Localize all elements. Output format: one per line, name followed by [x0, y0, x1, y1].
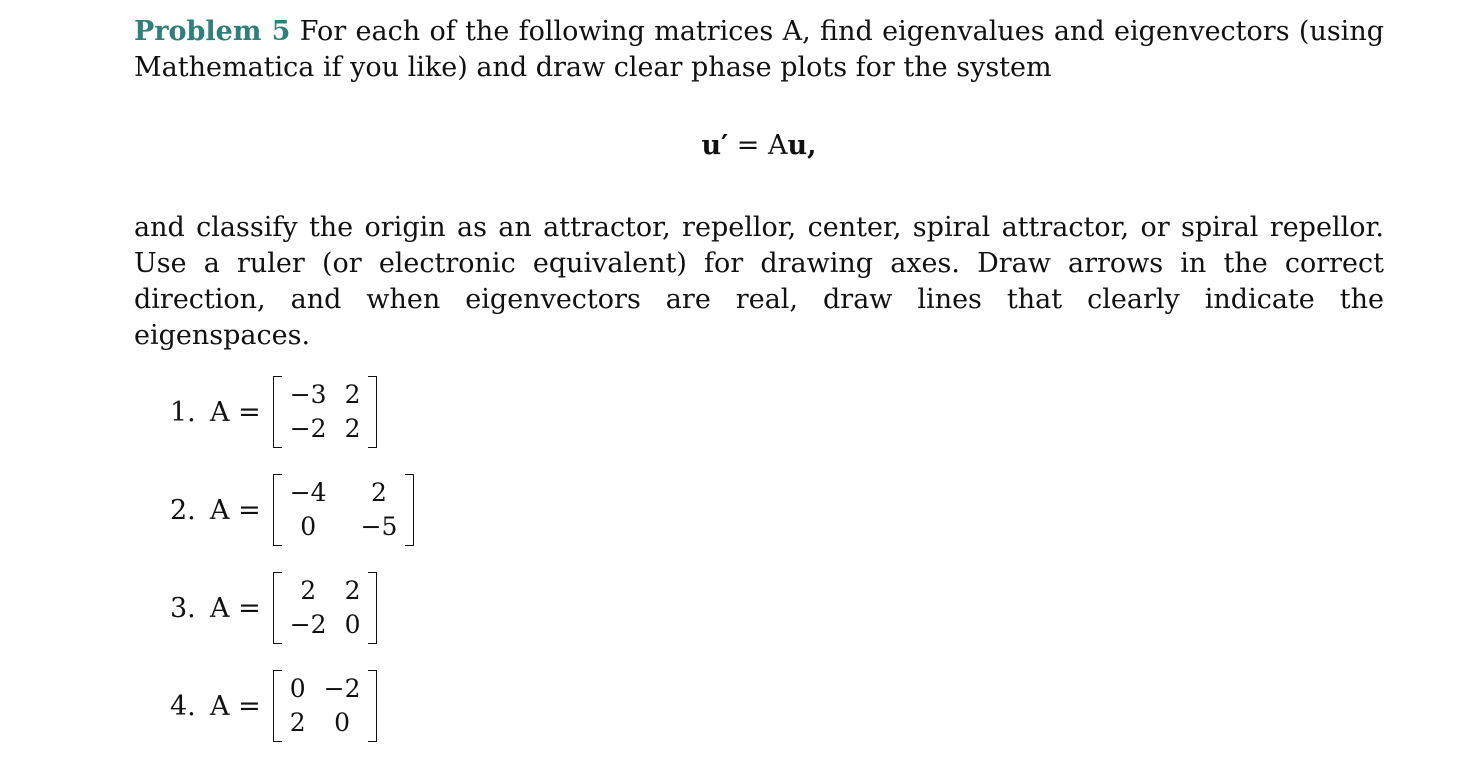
equation-lhs: u′ — [701, 130, 729, 161]
matrix-cell: 2 — [344, 576, 361, 605]
matrix-cell: −2 — [323, 674, 361, 703]
matrix-list — [134, 376, 1384, 742]
item-number: 1. — [170, 396, 196, 428]
equation-rhs: u, — [787, 130, 817, 161]
matrix-cell: 2 — [289, 708, 306, 737]
problem-page — [134, 14, 1384, 768]
item-label: A = — [210, 592, 261, 624]
matrix-item-3 — [170, 572, 1384, 644]
matrix-cell: 2 — [371, 478, 387, 507]
matrix-cell: −2 — [289, 610, 327, 639]
right-bracket — [368, 376, 377, 448]
matrix-cell: 0 — [334, 708, 350, 737]
matrix-cell: 0 — [344, 610, 361, 639]
matrix-cell: −2 — [289, 414, 327, 443]
problem-label: Problem 5 — [134, 16, 291, 47]
matrix-item-2 — [170, 474, 1384, 546]
left-bracket — [273, 376, 282, 448]
matrix — [273, 376, 378, 448]
matrix-cell: 2 — [300, 576, 317, 605]
left-bracket — [273, 572, 282, 644]
matrix — [273, 474, 415, 546]
matrix — [273, 670, 378, 742]
matrix-item-1 — [170, 376, 1384, 448]
equation-mid: = A — [728, 130, 788, 161]
left-bracket — [273, 670, 282, 742]
right-bracket — [368, 572, 377, 644]
problem-intro — [134, 14, 1384, 86]
problem-body: and classify the origin as an attractor, repellor, center, spiral attractor, or spiral repellor. Use a ruler (or electronic equivalent) for drawing axes. Draw arrows in the correct direction, and when eigenvectors are real, draw lines that clearly indicate the eigenspaces. — [134, 212, 1384, 351]
system-equation — [134, 128, 1384, 164]
matrix-cell: 2 — [344, 380, 361, 409]
matrix-cell: −4 — [289, 478, 327, 507]
right-bracket — [368, 670, 377, 742]
problem-intro-text: For each of the following matrices A, find eigenvalues and eigenvectors (using Mathematica if you like) and draw clear phase plots for the system — [134, 16, 1384, 83]
item-label: A = — [210, 396, 261, 428]
right-bracket — [405, 474, 414, 546]
item-number: 4. — [170, 690, 196, 722]
left-bracket — [273, 474, 282, 546]
item-label: A = — [210, 494, 261, 526]
item-number: 2. — [170, 494, 196, 526]
matrix-body — [282, 474, 406, 546]
matrix-cell: −5 — [360, 512, 398, 541]
matrix-cell: 0 — [300, 512, 317, 541]
item-number: 3. — [170, 592, 196, 624]
matrix-body — [282, 376, 369, 448]
matrix-body — [282, 670, 369, 742]
matrix-body — [282, 572, 369, 644]
matrix-cell: 0 — [289, 674, 306, 703]
matrix — [273, 572, 378, 644]
matrix-item-4 — [170, 670, 1384, 742]
item-label: A = — [210, 690, 261, 722]
matrix-cell: 2 — [344, 414, 361, 443]
matrix-cell: −3 — [289, 380, 327, 409]
